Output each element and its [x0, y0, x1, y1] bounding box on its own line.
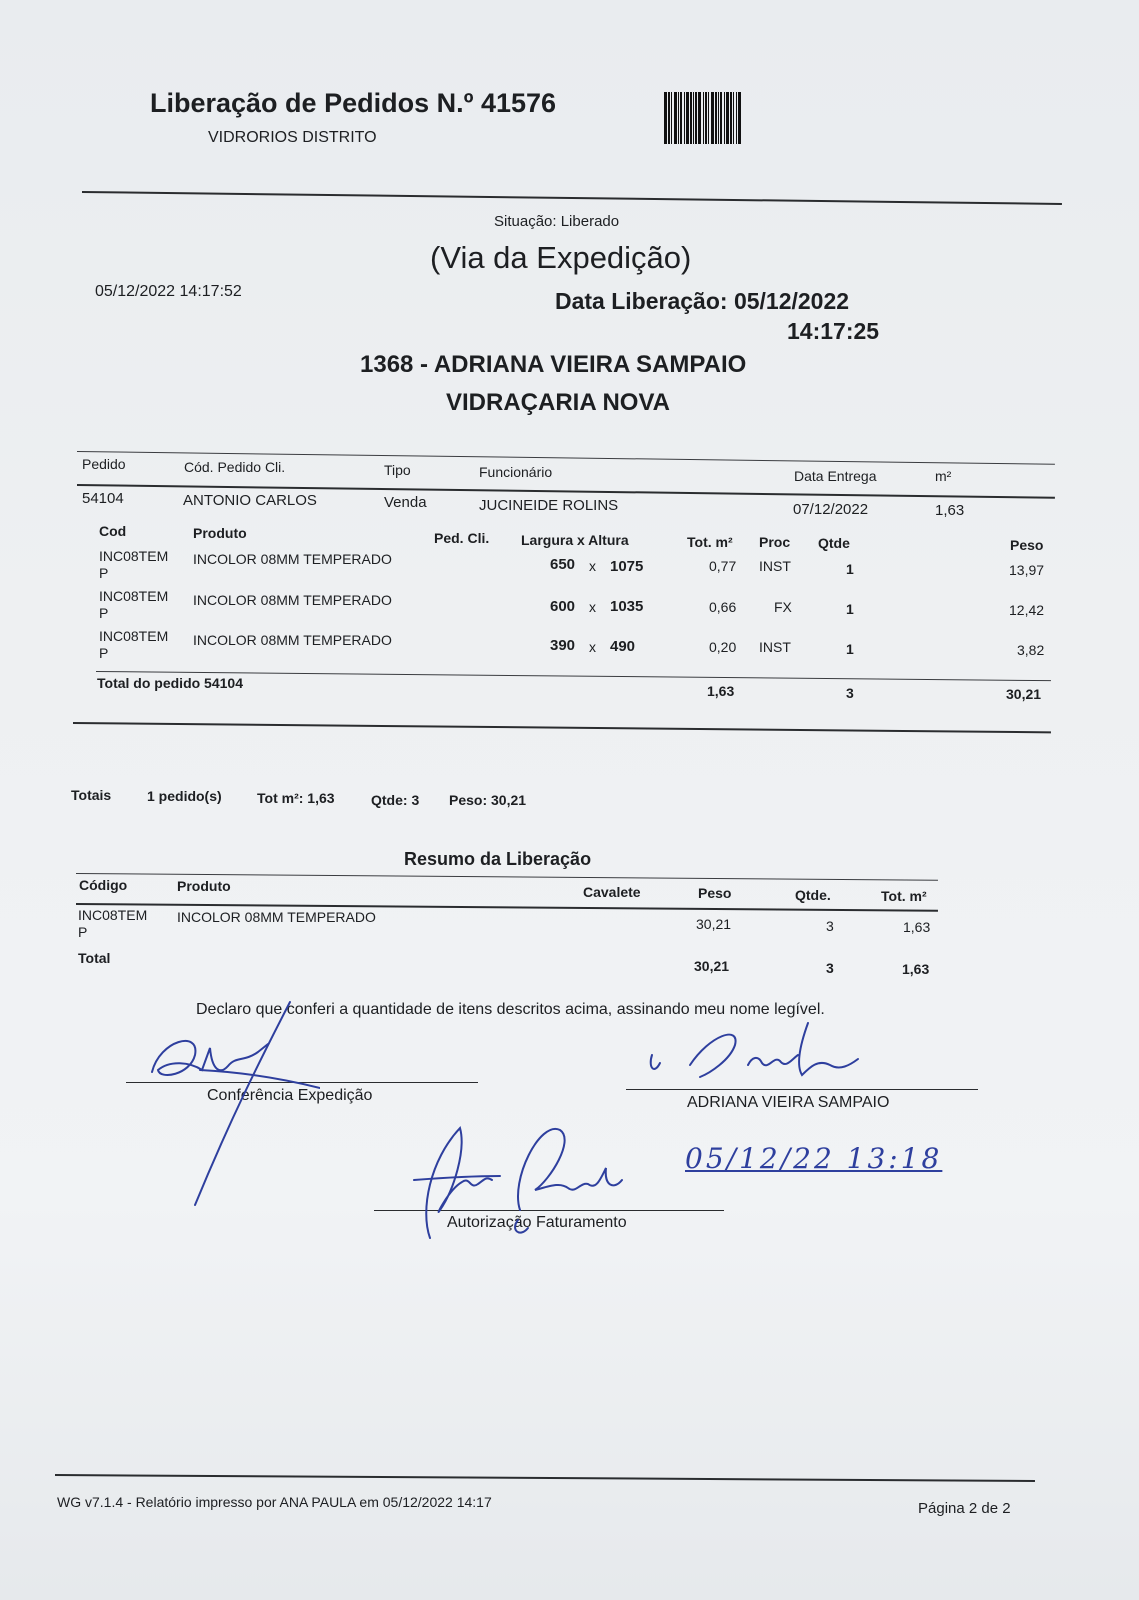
printed-timestamp: 05/12/2022 14:17:52 — [95, 283, 242, 300]
col-header-m2: m² — [935, 468, 952, 484]
item-altura: 490 — [610, 638, 636, 655]
summary-title: Resumo da Liberação — [404, 849, 592, 869]
col-header-cod-pedido-cli: Cód. Pedido Cli. — [184, 459, 286, 475]
item-header-peso: Peso — [1010, 537, 1044, 553]
order-funcionario: JUCINEIDE ROLINS — [479, 497, 619, 514]
company-name: VIDRORIOS DISTRITO — [208, 129, 377, 146]
order-total-label: Total do pedido 54104 — [97, 675, 243, 691]
totals-label: Totais — [71, 787, 112, 803]
item-tot-m2: 0,77 — [709, 558, 737, 574]
item-produto: INCOLOR 08MM TEMPERADO — [193, 632, 392, 648]
item-largura: 600 — [550, 598, 576, 615]
summary-total-tot-m2: 1,63 — [902, 961, 930, 977]
summary-total-label: Total — [78, 950, 111, 966]
order-pedido: 54104 — [82, 490, 124, 507]
item-largura: 390 — [550, 637, 576, 654]
declaration-text: Declaro que conferi a quantidade de itens descritos acima, assinando meu nome legível. — [196, 1001, 825, 1018]
item-header-largura-altura: Largura x Altura — [521, 532, 629, 548]
barcode-icon — [664, 92, 840, 144]
summary-header-cavalete: Cavalete — [583, 884, 641, 900]
item-tot-m2: 0,66 — [709, 599, 737, 615]
client-name: 1368 - ADRIANA VIEIRA SAMPAIO — [360, 351, 747, 378]
page-number: Página 2 de 2 — [918, 1500, 1011, 1517]
totals-tot-m2: Tot m²: 1,63 — [257, 790, 335, 806]
order-cod-pedido-cli: ANTONIO CARLOS — [183, 492, 317, 509]
summary-codigo-suffix: P — [78, 924, 88, 940]
item-cod: INC08TEM — [99, 628, 169, 644]
col-header-funcionario: Funcionário — [479, 464, 553, 480]
order-total-peso: 30,21 — [1006, 686, 1042, 702]
summary-peso: 30,21 — [696, 916, 732, 932]
summary-total-qtde: 3 — [826, 960, 834, 976]
item-tot-m2: 0,20 — [709, 639, 737, 655]
order-section-bottom-line — [73, 722, 1051, 733]
item-qtde: 1 — [846, 601, 854, 617]
item-x: x — [589, 639, 596, 655]
item-qtde: 1 — [846, 561, 854, 577]
release-time: 14:17:25 — [787, 318, 880, 344]
status-label: Situação: Liberado — [494, 213, 620, 230]
copy-label: (Via da Expedição) — [430, 240, 692, 275]
item-x: x — [589, 558, 596, 574]
handwritten-signature-conferencia — [140, 1000, 320, 1220]
summary-codigo: INC08TEM — [78, 907, 148, 923]
item-altura: 1035 — [610, 598, 644, 615]
item-header-produto: Produto — [193, 525, 247, 541]
item-altura: 1075 — [610, 558, 644, 575]
item-cod-suffix: P — [99, 565, 109, 581]
totals-peso: Peso: 30,21 — [449, 792, 527, 808]
item-header-cod: Cod — [99, 523, 127, 539]
header-divider — [82, 191, 1062, 205]
handwritten-signature-autorizacao — [400, 1120, 660, 1250]
item-largura: 650 — [550, 556, 576, 573]
footer-divider — [55, 1474, 1035, 1482]
item-qtde: 1 — [846, 641, 854, 657]
item-cod: INC08TEM — [99, 548, 169, 564]
item-peso: 3,82 — [1017, 642, 1045, 658]
item-produto: INCOLOR 08MM TEMPERADO — [193, 592, 392, 608]
item-cod: INC08TEM — [99, 588, 169, 604]
order-m2: 1,63 — [935, 502, 965, 519]
signature-label-autorizacao: Autorização Faturamento — [447, 1214, 627, 1231]
item-header-tot-m2: Tot. m² — [687, 534, 733, 550]
item-x: x — [589, 599, 596, 615]
handwritten-signature-cliente — [640, 1015, 880, 1095]
totals-qtde: Qtde: 3 — [371, 792, 420, 808]
order-total-qtde: 3 — [846, 685, 854, 701]
item-header-qtde: Qtde — [818, 535, 850, 551]
signature-label-cliente: ADRIANA VIEIRA SAMPAIO — [687, 1094, 890, 1111]
item-proc: INST — [759, 639, 791, 655]
summary-header-qtde: Qtde. — [795, 887, 831, 903]
summary-header-tot-m2: Tot. m² — [881, 888, 927, 904]
summary-header-peso: Peso — [698, 885, 732, 901]
item-proc: FX — [774, 599, 792, 615]
release-date: Data Liberação: 05/12/2022 — [555, 288, 850, 314]
totals-pedidos: 1 pedido(s) — [147, 788, 222, 804]
item-header-ped-cli: Ped. Cli. — [434, 530, 490, 546]
summary-qtde: 3 — [826, 918, 834, 934]
handwritten-date: 05/12/22 13:18 — [685, 1142, 943, 1175]
item-produto: INCOLOR 08MM TEMPERADO — [193, 551, 392, 567]
footer-print-info: WG v7.1.4 - Relatório impresso por ANA PAULA em 05/12/2022 14:17 — [57, 1494, 492, 1510]
summary-tot-m2: 1,63 — [903, 919, 931, 935]
order-data-entrega: 07/12/2022 — [793, 501, 869, 518]
col-header-data-entrega: Data Entrega — [794, 468, 877, 484]
order-tipo: Venda — [384, 494, 427, 511]
item-header-proc: Proc — [759, 534, 791, 550]
summary-header-codigo: Código — [79, 877, 128, 893]
store-name: VIDRAÇARIA NOVA — [446, 389, 671, 416]
summary-produto: INCOLOR 08MM TEMPERADO — [177, 909, 376, 925]
summary-total-peso: 30,21 — [694, 958, 730, 974]
document-title: Liberação de Pedidos N.º 41576 — [150, 88, 557, 118]
order-total-tot-m2: 1,63 — [707, 683, 735, 699]
summary-header-produto: Produto — [177, 878, 231, 894]
item-cod-suffix: P — [99, 605, 109, 621]
item-proc: INST — [759, 558, 791, 574]
col-header-tipo: Tipo — [384, 462, 411, 478]
signature-label-conferencia: Conferência Expedição — [207, 1087, 373, 1104]
item-peso: 13,97 — [1009, 562, 1045, 578]
item-peso: 12,42 — [1009, 602, 1045, 618]
item-cod-suffix: P — [99, 645, 109, 661]
col-header-pedido: Pedido — [82, 456, 126, 472]
